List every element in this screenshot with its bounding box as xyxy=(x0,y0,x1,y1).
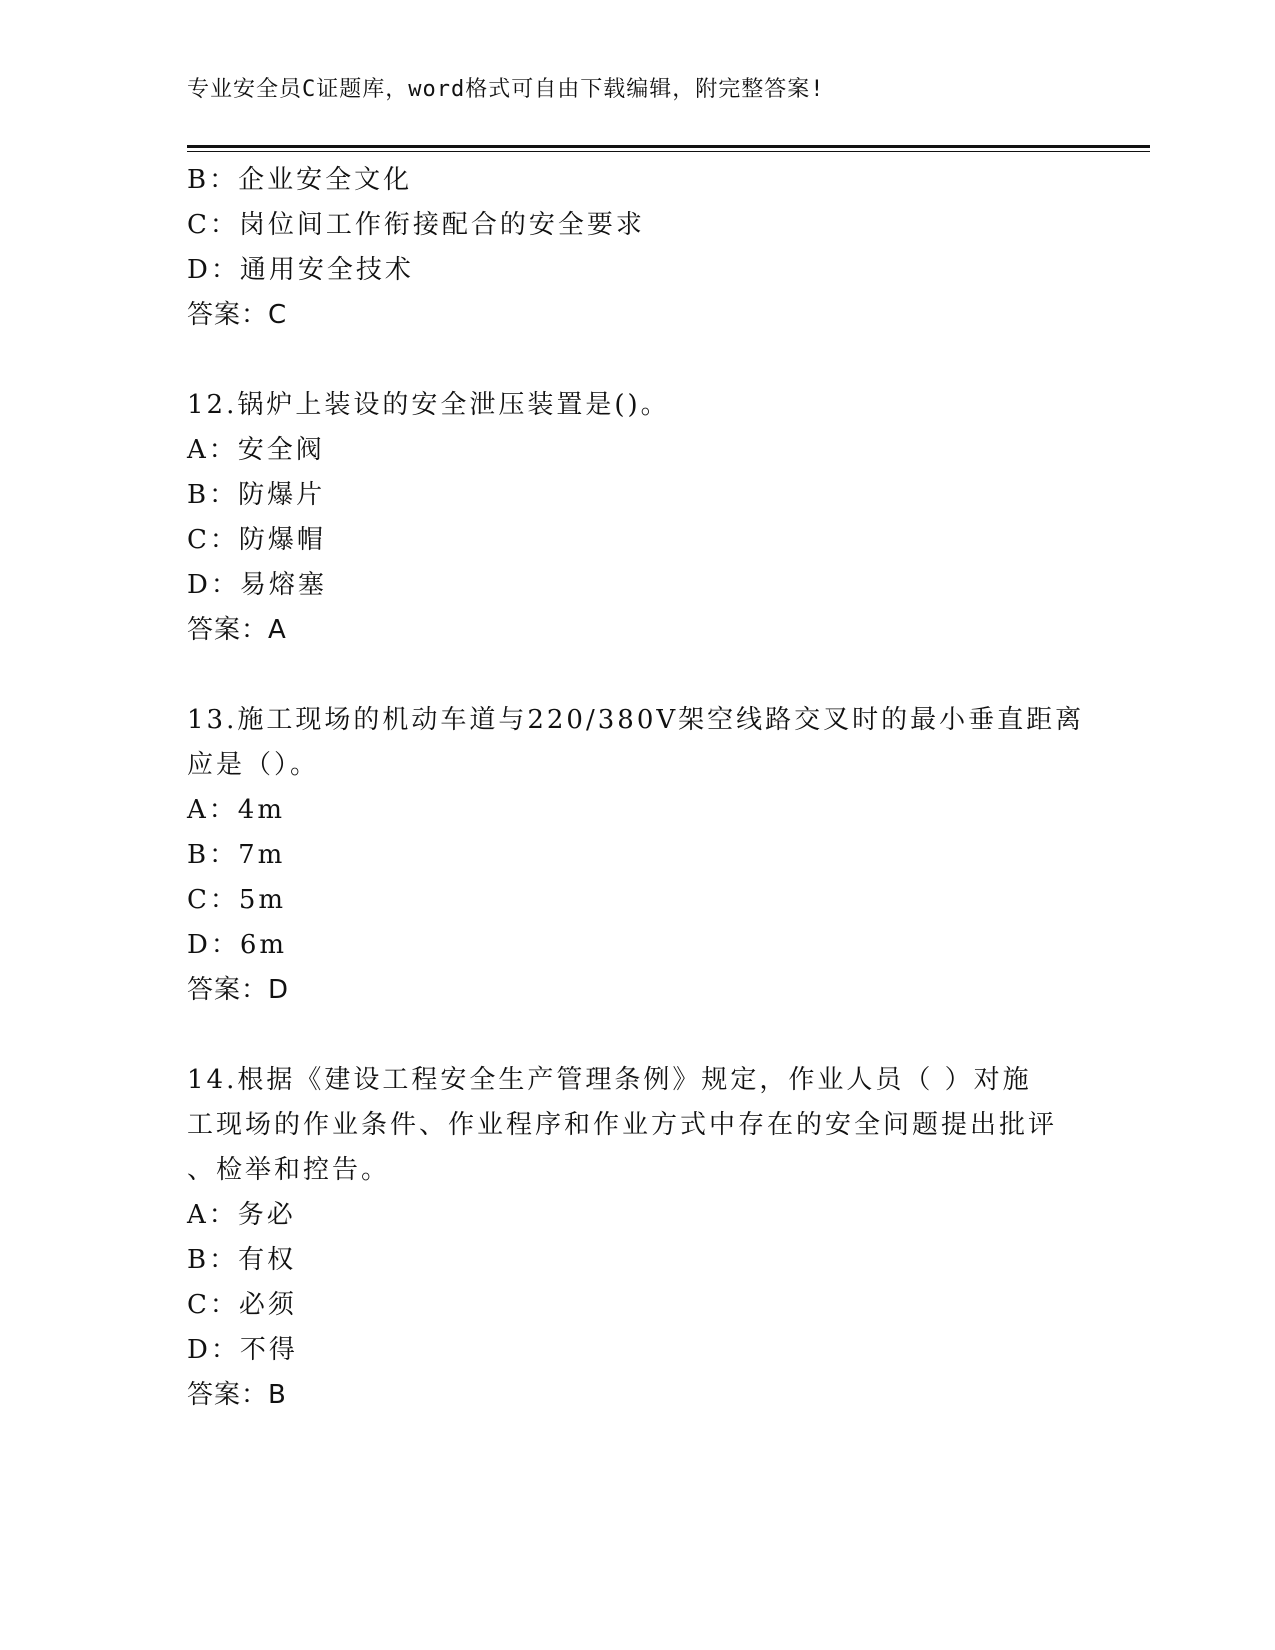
answer: 答案：A xyxy=(187,615,287,645)
option-d: D：不得 xyxy=(187,1335,298,1365)
answer: 答案：B xyxy=(187,1380,287,1410)
option-a: A：务必 xyxy=(187,1200,296,1230)
question-14 xyxy=(187,1058,1067,1418)
option-c: C：必须 xyxy=(187,1290,297,1320)
question-text-line-3: 、检举和控告。 xyxy=(187,1155,391,1185)
question-text-line-1: 14.根据《建设工程安全生产管理条例》规定，作业人员（ ）对施 xyxy=(187,1065,1032,1095)
question-12 xyxy=(187,383,1067,653)
header-rule-thin xyxy=(187,151,1150,152)
option-d: D：易熔塞 xyxy=(187,570,327,600)
option-c: C：防爆帽 xyxy=(187,525,326,555)
option-b: B：防爆片 xyxy=(187,480,326,510)
question-text-line-2: 工现场的作业条件、作业程序和作业方式中存在的安全问题提出批评 xyxy=(187,1110,1058,1140)
header-rule-thick xyxy=(187,145,1150,148)
page-header: 专业安全员C证题库，word格式可自由下载编辑，附完整答案! xyxy=(187,77,825,102)
option-a: A：4m xyxy=(187,795,285,825)
option-d: D：通用安全技术 xyxy=(187,255,414,285)
option-c: C：岗位间工作衔接配合的安全要求 xyxy=(187,210,645,240)
option-a: A：安全阀 xyxy=(187,435,325,465)
option-c: C：5m xyxy=(187,885,287,915)
document-body xyxy=(187,158,1085,1418)
question-text: 12.锅炉上装设的安全泄压装置是()。 xyxy=(187,390,670,420)
question-11 xyxy=(187,158,1067,338)
option-b: B：企业安全文化 xyxy=(187,165,413,195)
option-d: D：6m xyxy=(187,930,288,960)
answer: 答案：D xyxy=(187,975,290,1005)
option-b: B：7m xyxy=(187,840,286,870)
option-b: B：有权 xyxy=(187,1245,297,1275)
answer: 答案：C xyxy=(187,300,288,330)
question-text-line-1: 13.施工现场的机动车道与220/380V架空线路交叉时的最小垂直距离 xyxy=(187,705,1085,735)
question-text-line-2: 应是（）。 xyxy=(187,750,320,780)
question-13 xyxy=(187,698,1085,1013)
